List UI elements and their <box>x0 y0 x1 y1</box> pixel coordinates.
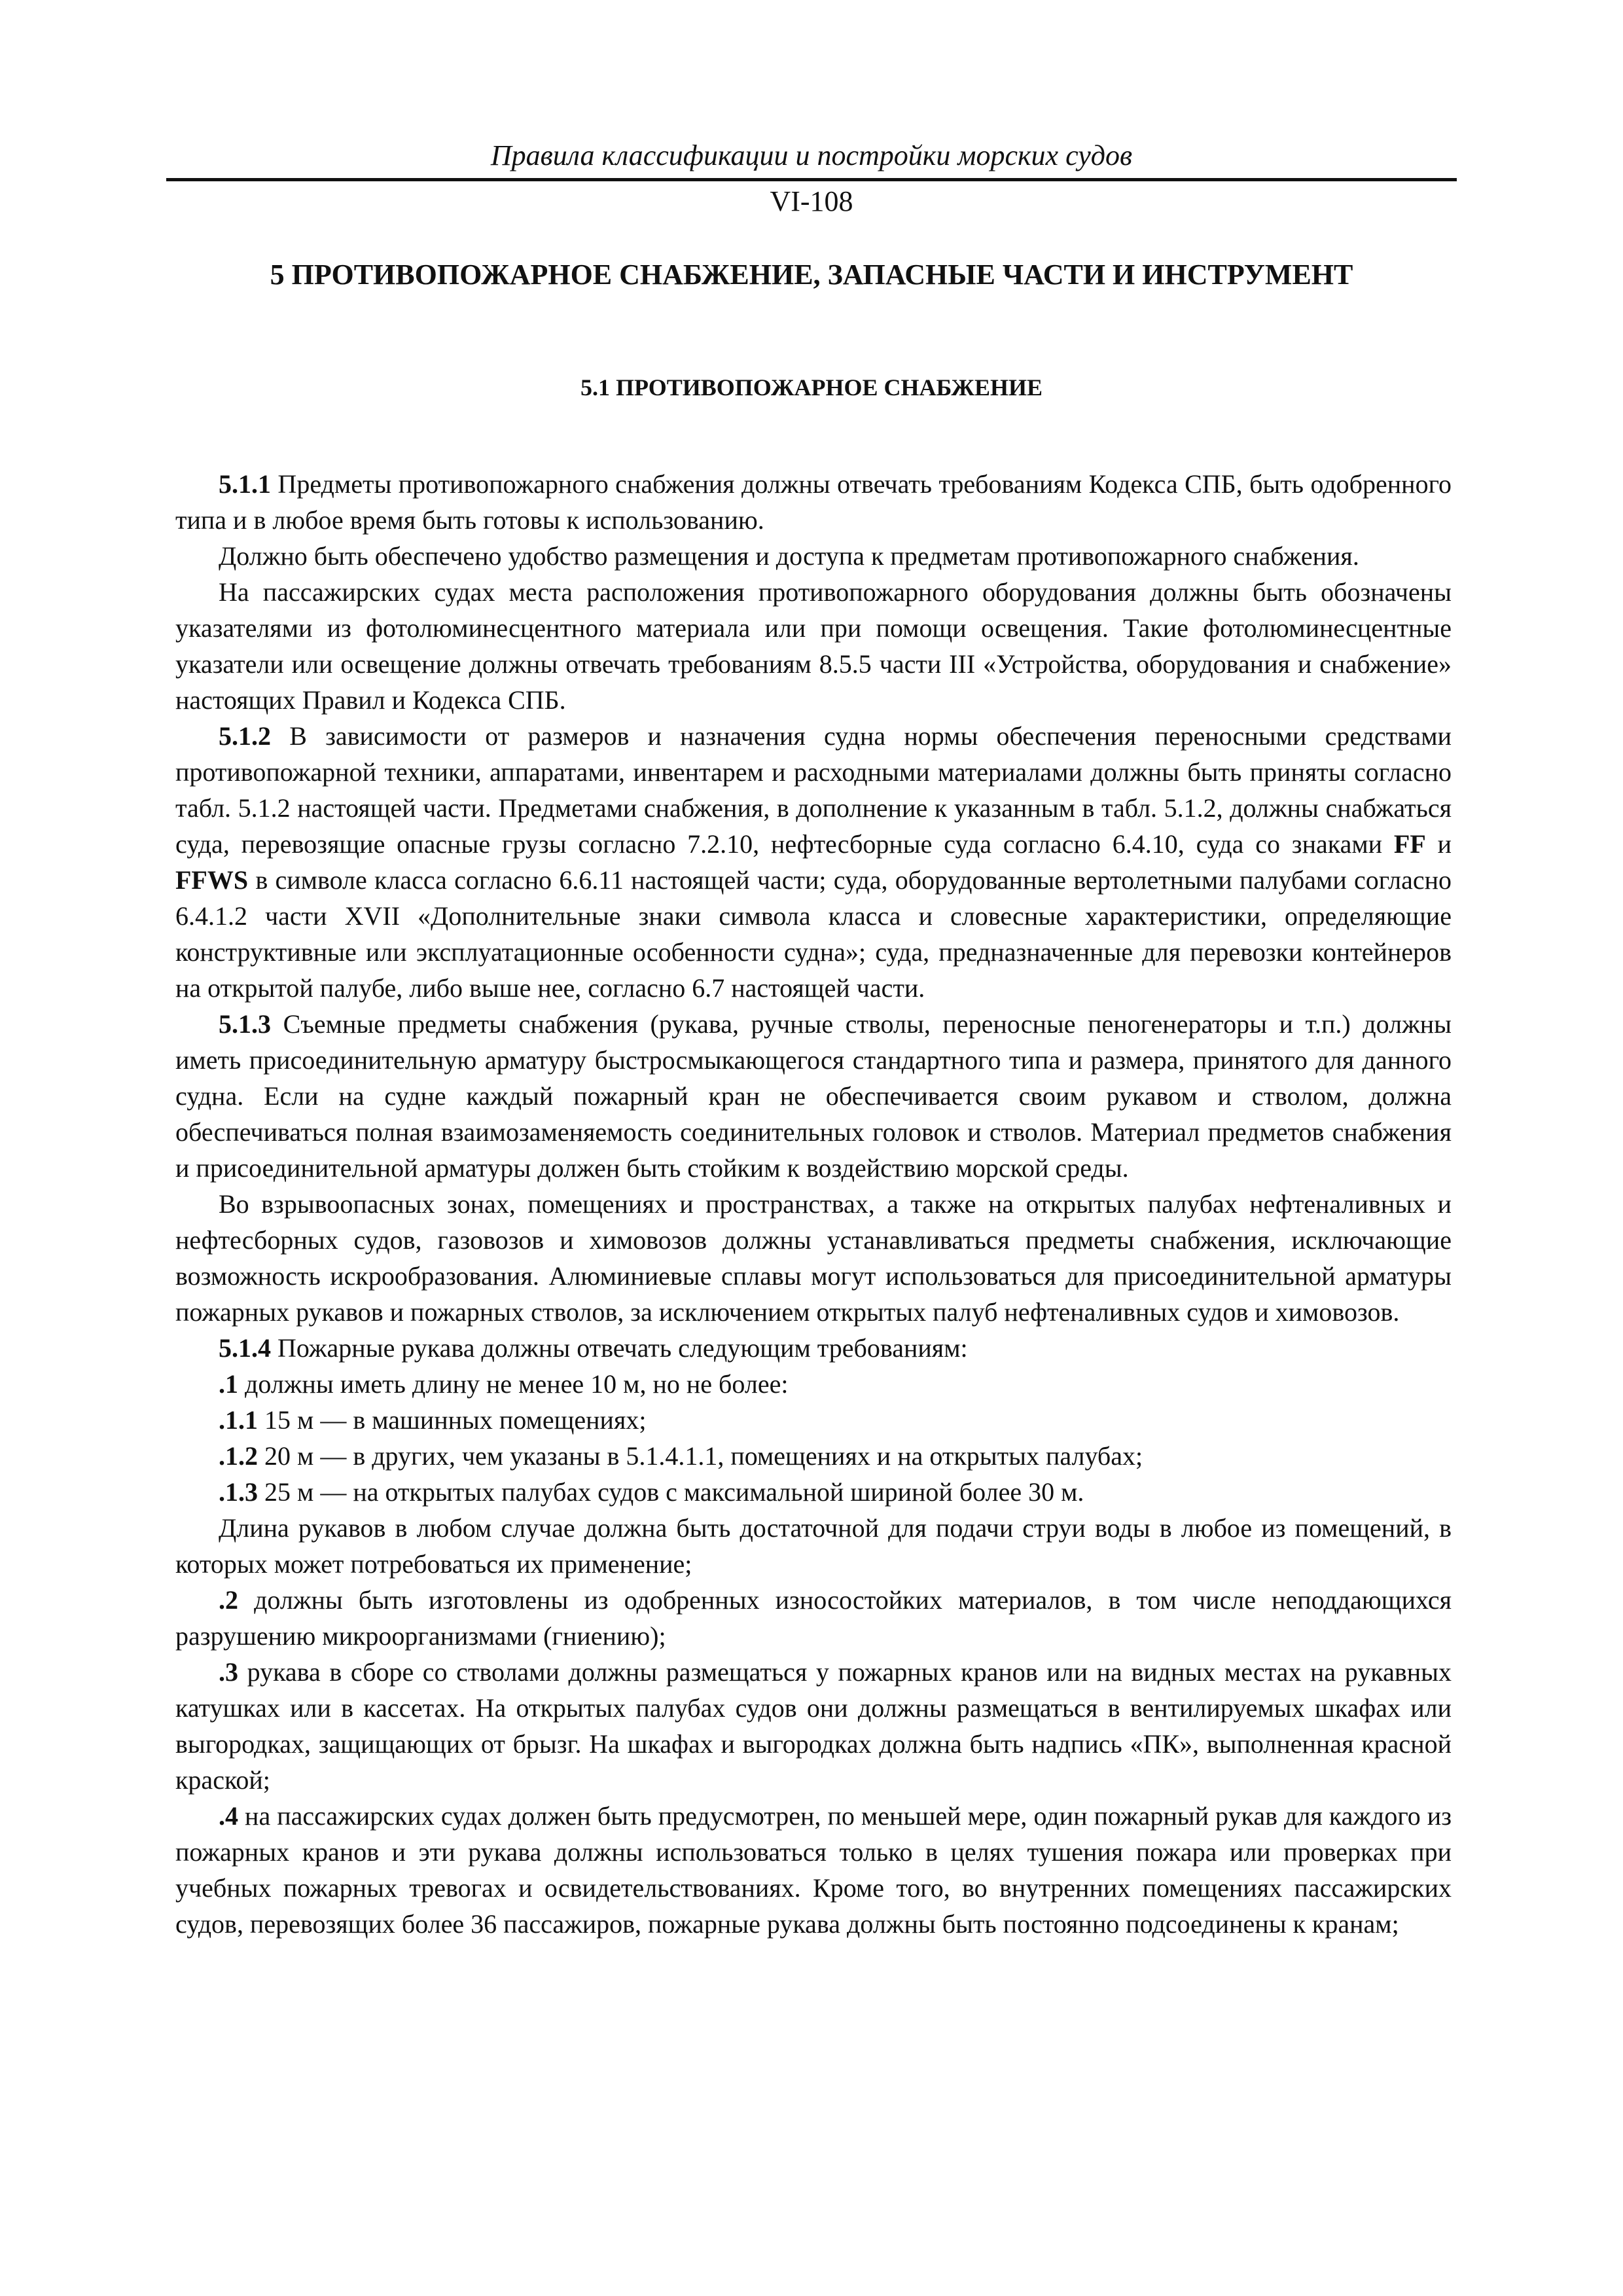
paragraph-text: Должно быть обеспечено удобство размещения и доступа к предметам противопожарного снабжения. <box>219 541 1359 571</box>
clause-number: 5.1.2 <box>219 721 271 751</box>
item-number: .1.1 <box>219 1405 258 1435</box>
paragraph <box>175 538 1452 574</box>
list-item-2 <box>175 1582 1452 1654</box>
item-text: должны быть изготовлены из одобренных износостойких материалов, в том числе неподдающихся разрушению микроорганизмами (гниению); <box>175 1585 1452 1651</box>
list-item-4 <box>175 1798 1452 1942</box>
item-number: .1 <box>219 1369 238 1399</box>
chapter-title: 5 ПРОТИВОПОЖАРНОЕ СНАБЖЕНИЕ, ЗАПАСНЫЕ ЧАСТИ И ИНСТРУМЕНТ <box>270 259 1353 291</box>
paragraph-5-1-4 <box>175 1330 1452 1366</box>
list-item-3 <box>175 1654 1452 1798</box>
paragraph-text: Пожарные рукава должны отвечать следующим требованиям: <box>271 1333 968 1363</box>
item-text: 25 м — на открытых палубах судов с максимальной шириной более 30 м. <box>258 1477 1084 1507</box>
paragraph-text: Предметы противопожарного снабжения должны отвечать требованиям Кодекса СПБ, быть одобренного типа и в любое время быть готовы к использованию. <box>175 469 1452 535</box>
paragraph-5-1-3 <box>175 1006 1452 1186</box>
list-item-1-3 <box>175 1474 1452 1510</box>
paragraph-text: В зависимости от размеров и назначения судна нормы обеспечения переносными средствами противопожарной техники, аппаратами, инвентарем и расходными материалами должны быть приняты согласно табл. 5.1.2 настоящей части. Предметами снабжения, в дополнение к указанным в табл. 5.1.2, должны снабжаться суда, перевозящие опасные грузы согласно 7.2.10, нефтесборные суда согласно 6.4.10, суда со знаками <box>175 721 1452 859</box>
item-text: на пассажирских судах должен быть предусмотрен, по меньшей мере, один пожарный рукав для каждого из пожарных кранов и эти рукава должны использоваться только в целях тушения пожара или проверках при учебных пожарных тревогах и освидетельствованиях. Кроме того, во внутренних помещениях пассажирских судов, перевозящих более 36 пассажиров, пожарные рукава должны быть постоянно подсоединены к кранам; <box>175 1801 1452 1939</box>
section-title: 5.1 ПРОТИВОПОЖАРНОЕ СНАБЖЕНИЕ <box>580 374 1043 401</box>
list-item-1-2 <box>175 1438 1452 1474</box>
clause-number: 5.1.3 <box>219 1009 271 1039</box>
item-text: 20 м — в других, чем указаны в 5.1.4.1.1, помещениях и на открытых палубах; <box>258 1441 1143 1471</box>
item-number: .2 <box>219 1585 238 1615</box>
item-number: .4 <box>219 1801 238 1831</box>
class-mark-ff: FF <box>1393 829 1426 859</box>
paragraph-text: Съемные предметы снабжения (рукава, ручные стволы, переносные пеногенераторы и т.п.) должны иметь присоединительную арматуру быстросмыкающегося стандартного типа и размера, принятого для данного судна. Если на судне каждый пожарный кран не обеспечивается своим рукавом и стволом, должна обеспечиваться полная взаимозаменяемость соединительных головок и стволов. Материал предметов снабжения и присоединительной арматуры должен быть стойким к воздействию морской среды. <box>175 1009 1452 1183</box>
paragraph-text: и <box>1425 829 1452 859</box>
list-item-1-1 <box>175 1402 1452 1438</box>
item-text: рукава в сборе со стволами должны размещаться у пожарных кранов или на видных местах на рукавных катушках или в кассетах. На открытых палубах судов они должны размещаться в вентилируемых шкафах или выгородках, защищающих от брызг. На шкафах и выгородках должна быть надпись «ПК», выполненная красной краской; <box>175 1657 1452 1795</box>
header-rule <box>166 178 1457 181</box>
item-text: должны иметь длину не менее 10 м, но не более: <box>238 1369 789 1399</box>
body-text <box>175 466 1452 1942</box>
paragraph-5-1-2 <box>175 718 1452 1006</box>
paragraph-text: в символе класса согласно 6.6.11 настоящей части; суда, оборудованные вертолетными палубами согласно 6.4.1.2 части XVII «Дополнительные знаки символа класса и словесные характеристики, определяющие конструктивные или эксплуатационные особенности судна»; суда, предназначенные для перевозки контейнеров на открытой палубе, либо выше нее, согласно 6.7 настоящей части. <box>175 865 1452 1003</box>
running-header-title: Правила классификации и постройки морских судов <box>490 139 1133 171</box>
paragraph-text: Во взрывоопасных зонах, помещениях и пространствах, а также на открытых палубах нефтеналивных и нефтесборных судов, газовозов и химовозов должны устанавливаться предметы снабжения, исключающие возможность искрообразования. Алюминиевые сплавы могут использоваться для присоединительной арматуры пожарных рукавов и пожарных стволов, за исключением открытых палуб нефтеналивных судов и химовозов. <box>175 1189 1452 1327</box>
paragraph <box>175 1186 1452 1330</box>
item-number: .1.2 <box>219 1441 258 1471</box>
item-number: .3 <box>219 1657 238 1687</box>
item-text: 15 м — в машинных помещениях; <box>258 1405 647 1435</box>
paragraph <box>175 574 1452 718</box>
paragraph-text: Длина рукавов в любом случае должна быть достаточной для подачи струи воды в любое из помещений, в которых может потребоваться их применение; <box>175 1513 1452 1579</box>
paragraph-text: На пассажирских судах места расположения противопожарного оборудования должны быть обозначены указателями из фотолюминесцентного материала или при помощи освещения. Такие фотолюминесцентные указатели или освещение должны отвечать требованиям 8.5.5 части III «Устройства, оборудования и снабжение» настоящих Правил и Кодекса СПБ. <box>175 577 1452 715</box>
list-item-1 <box>175 1366 1452 1402</box>
class-mark-ffws: FFWS <box>175 865 249 895</box>
clause-number: 5.1.1 <box>219 469 271 499</box>
paragraph-5-1-1 <box>175 466 1452 538</box>
clause-number: 5.1.4 <box>219 1333 271 1363</box>
item-number: .1.3 <box>219 1477 258 1507</box>
paragraph <box>175 1510 1452 1582</box>
page-number: VI-108 <box>770 185 853 217</box>
